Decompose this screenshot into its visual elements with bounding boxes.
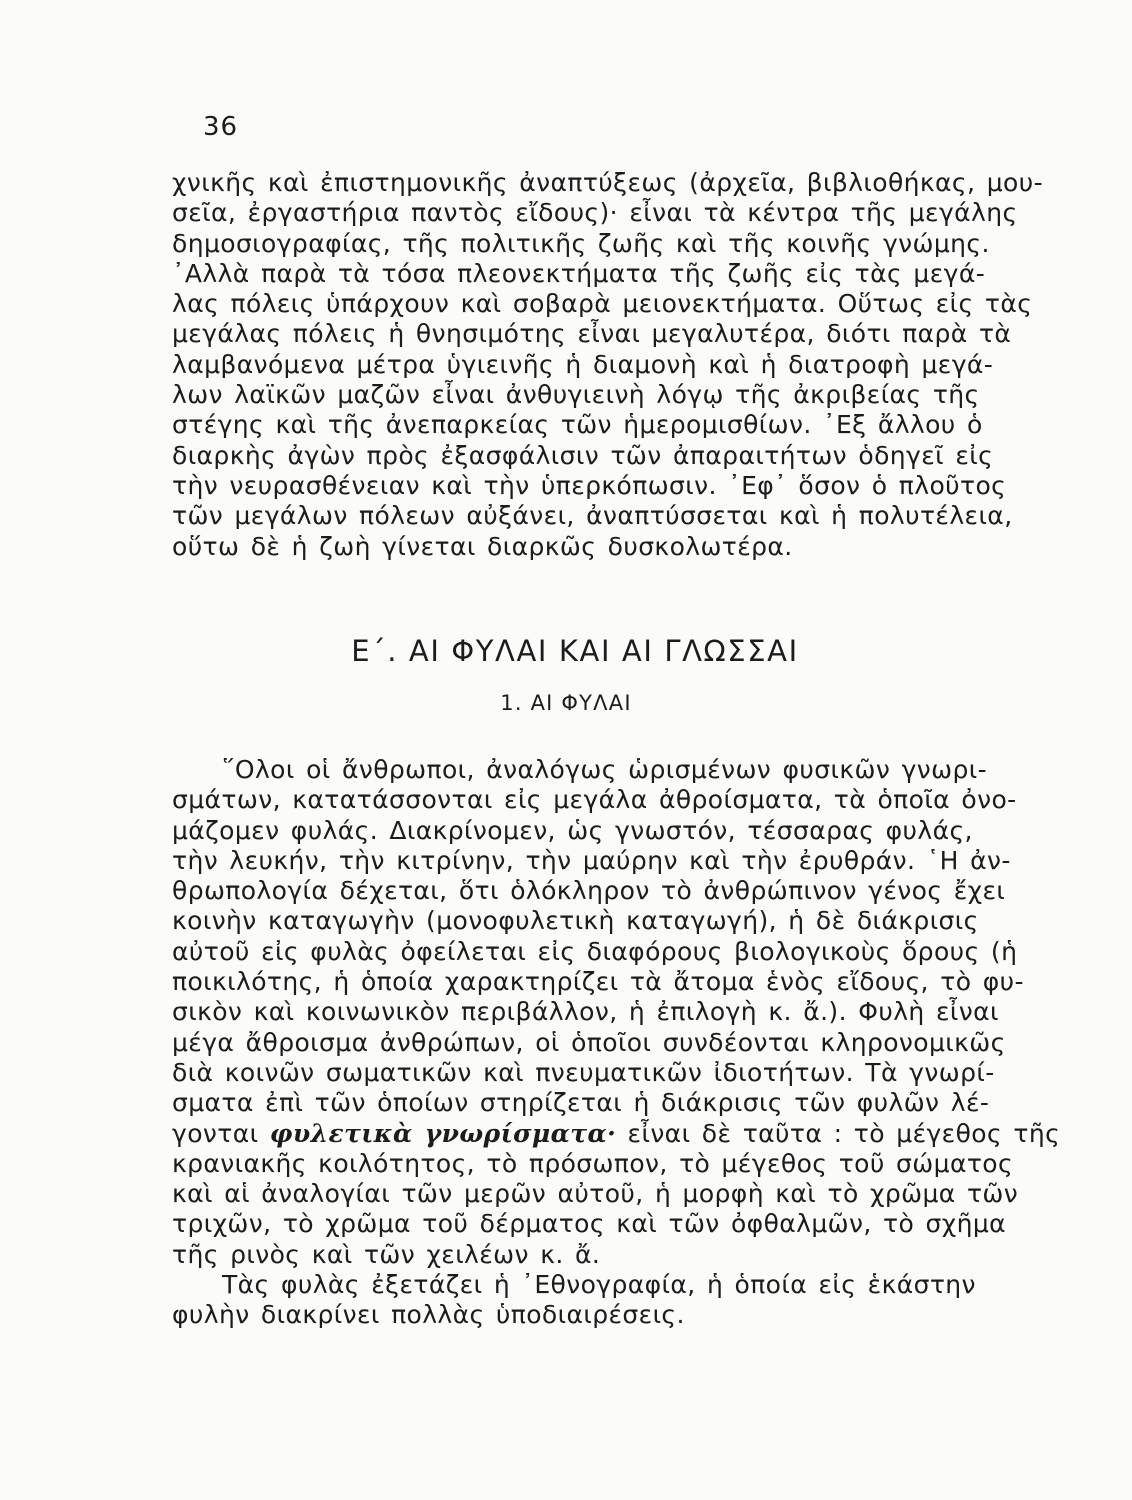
- section-heading: Ε΄. ΑΙ ΦΥΛΑΙ ΚΑΙ ΑΙ ΓΛΩΣΣΑΙ: [351, 634, 799, 668]
- text-line: κρανιακῆς κοιλότητος, τὸ πρόσωπον, τὸ μέγεθος τοῦ σώματος: [172, 1148, 1014, 1178]
- text-line: σικὸν καὶ κοινωνικὸν περιβάλλον, ἡ ἐπιλογὴ κ. ἄ.). Φυλὴ εἶναι: [172, 997, 999, 1027]
- text-line: αὐτοῦ εἰς φυλὰς ὀφείλεται εἰς διαφόρους βιολογικοὺς ὅρους (ἡ: [172, 936, 1018, 966]
- bold-term: φυλετικὰ γνωρίσματα·: [269, 1118, 617, 1148]
- text-line: τριχῶν, τὸ χρῶμα τοῦ δέρματος καὶ τῶν ὀφθαλμῶν, τὸ σχῆμα: [172, 1209, 1007, 1239]
- text-line: κοινὴν καταγωγὴν (μονοφυλετικὴ καταγωγή), ἡ δὲ διάκρισις: [172, 906, 979, 936]
- text-line: μέγα ἄθροισμα ἀνθρώπων, οἱ ὁποῖοι συνδέονται κληρονομικῶς: [172, 1027, 1006, 1057]
- text-line: σεῖα, ἐργαστήρια παντὸς εἴδους)· εἶναι τὰ κέντρα τῆς μεγάλης: [172, 198, 1018, 228]
- paragraph-cities: [172, 168, 1122, 562]
- text-line: διὰ κοινῶν σωματικῶν καὶ πνευματικῶν ἰδιοτήτων. Τὰ γνωρί-: [172, 1057, 995, 1087]
- text-line: καὶ αἱ ἀναλογίαι τῶν μερῶν αὐτοῦ, ἡ μορφὴ καὶ τὸ χρῶμα τῶν: [172, 1179, 1019, 1209]
- text-line: λας πόλεις ὑπάρχουν καὶ σοβαρὰ μειονεκτήματα. Οὕτως εἰς τὰς: [172, 289, 1033, 319]
- text-line: λαμβανόμενα μέτρα ὑγιεινῆς ἡ διαμονὴ καὶ ἡ διατροφὴ μεγά-: [172, 349, 994, 379]
- text-line: σμάτων, κατατάσσονται εἰς μεγάλα ἀθροίσματα, τὰ ὁποῖα ὀνο-: [172, 785, 1017, 815]
- text-line: οὕτω δὲ ἡ ζωὴ γίνεται διαρκῶς δυσκολωτέρα.: [172, 531, 793, 561]
- text-line: θρωπολογία δέχεται, ὅτι ὁλόκληρον τὸ ἀνθρώπινον γένος ἔχει: [172, 876, 1006, 906]
- text-line: τῶν μεγάλων πόλεων αὐξάνει, ἀναπτύσσεται καὶ ἡ πολυτέλεια,: [172, 501, 1013, 531]
- text-line: σματα ἐπὶ τῶν ὁποίων στηρίζεται ἡ διάκρισις τῶν φυλῶν λέ-: [172, 1088, 990, 1118]
- text-line: διαρκὴς ἀγὼν πρὸς ἐξασφάλισιν τῶν ἀπαραιτήτων ὁδηγεῖ εἰς: [172, 440, 994, 470]
- text-line: τὴν λευκήν, τὴν κιτρίνην, τὴν μαύρην καὶ τὴν ἐρυθράν. ῾Η ἀν-: [172, 845, 1011, 875]
- page-number: 36: [203, 112, 239, 142]
- text-line: ποικιλότης, ἡ ὁποία χαρακτηρίζει τὰ ἄτομα ἑνὸς εἴδους, τὸ φυ-: [172, 967, 1024, 997]
- text-line-with-term: [172, 1119, 1122, 1149]
- line-prefix: γονται: [172, 1118, 270, 1148]
- text-line: στέγης καὶ τῆς ἀνεπαρκείας τῶν ἡμερομισθίων. ᾿Εξ ἄλλου ὁ: [172, 410, 983, 440]
- text-line: λων λαϊκῶν μαζῶν εἶναι ἀνθυγιεινὴ λόγῳ τῆς ἀκριβείας τῆς: [172, 380, 980, 410]
- line-suffix: εἶναι δὲ ταῦτα : τὸ μέγεθος τῆς: [616, 1118, 1061, 1148]
- text-line: μάζομεν φυλάς. Διακρίνομεν, ὡς γνωστόν, τέσσαρας φυλάς,: [172, 815, 973, 845]
- text-line: δημοσιογραφίας, τῆς πολιτικῆς ζωῆς καὶ τῆς κοινῆς γνώμης.: [172, 228, 990, 258]
- text-line: Τὰς φυλὰς ἐξετάζει ἡ ᾿Εθνογραφία, ἡ ὁποία εἰς ἑκάστην: [222, 1270, 976, 1300]
- text-line: ῞Ολοι οἱ ἄνθρωποι, ἀναλόγως ὡρισμένων φυσικῶν γνωρι-: [222, 755, 988, 784]
- text-line: ᾿Αλλὰ παρὰ τὰ τόσα πλεονεκτήματα τῆς ζωῆς εἰς τὰς μεγά-: [172, 258, 986, 288]
- subsection-heading: 1. ΑΙ ΦΥΛΑΙ: [500, 691, 632, 715]
- text-line: χνικῆς καὶ ἐπιστημονικῆς ἀναπτύξεως (ἀρχεῖα, βιβλιοθήκας, μου-: [172, 168, 1043, 197]
- text-line: τὴν νευρασθένειαν καὶ τὴν ὑπερκόπωσιν. ᾿Εφ᾿ ὅσον ὁ πλοῦτος: [172, 470, 1007, 500]
- paragraph-races: [172, 755, 1122, 1331]
- text-line: τῆς ρινὸς καὶ τῶν χειλέων κ. ἄ.: [172, 1239, 601, 1269]
- text-line: μεγάλας πόλεις ἡ θνησιμότης εἶναι μεγαλυτέρα, διότι παρὰ τὰ: [172, 319, 1012, 349]
- text-line: φυλὴν διακρίνει πολλὰς ὑποδιαιρέσεις.: [172, 1300, 685, 1330]
